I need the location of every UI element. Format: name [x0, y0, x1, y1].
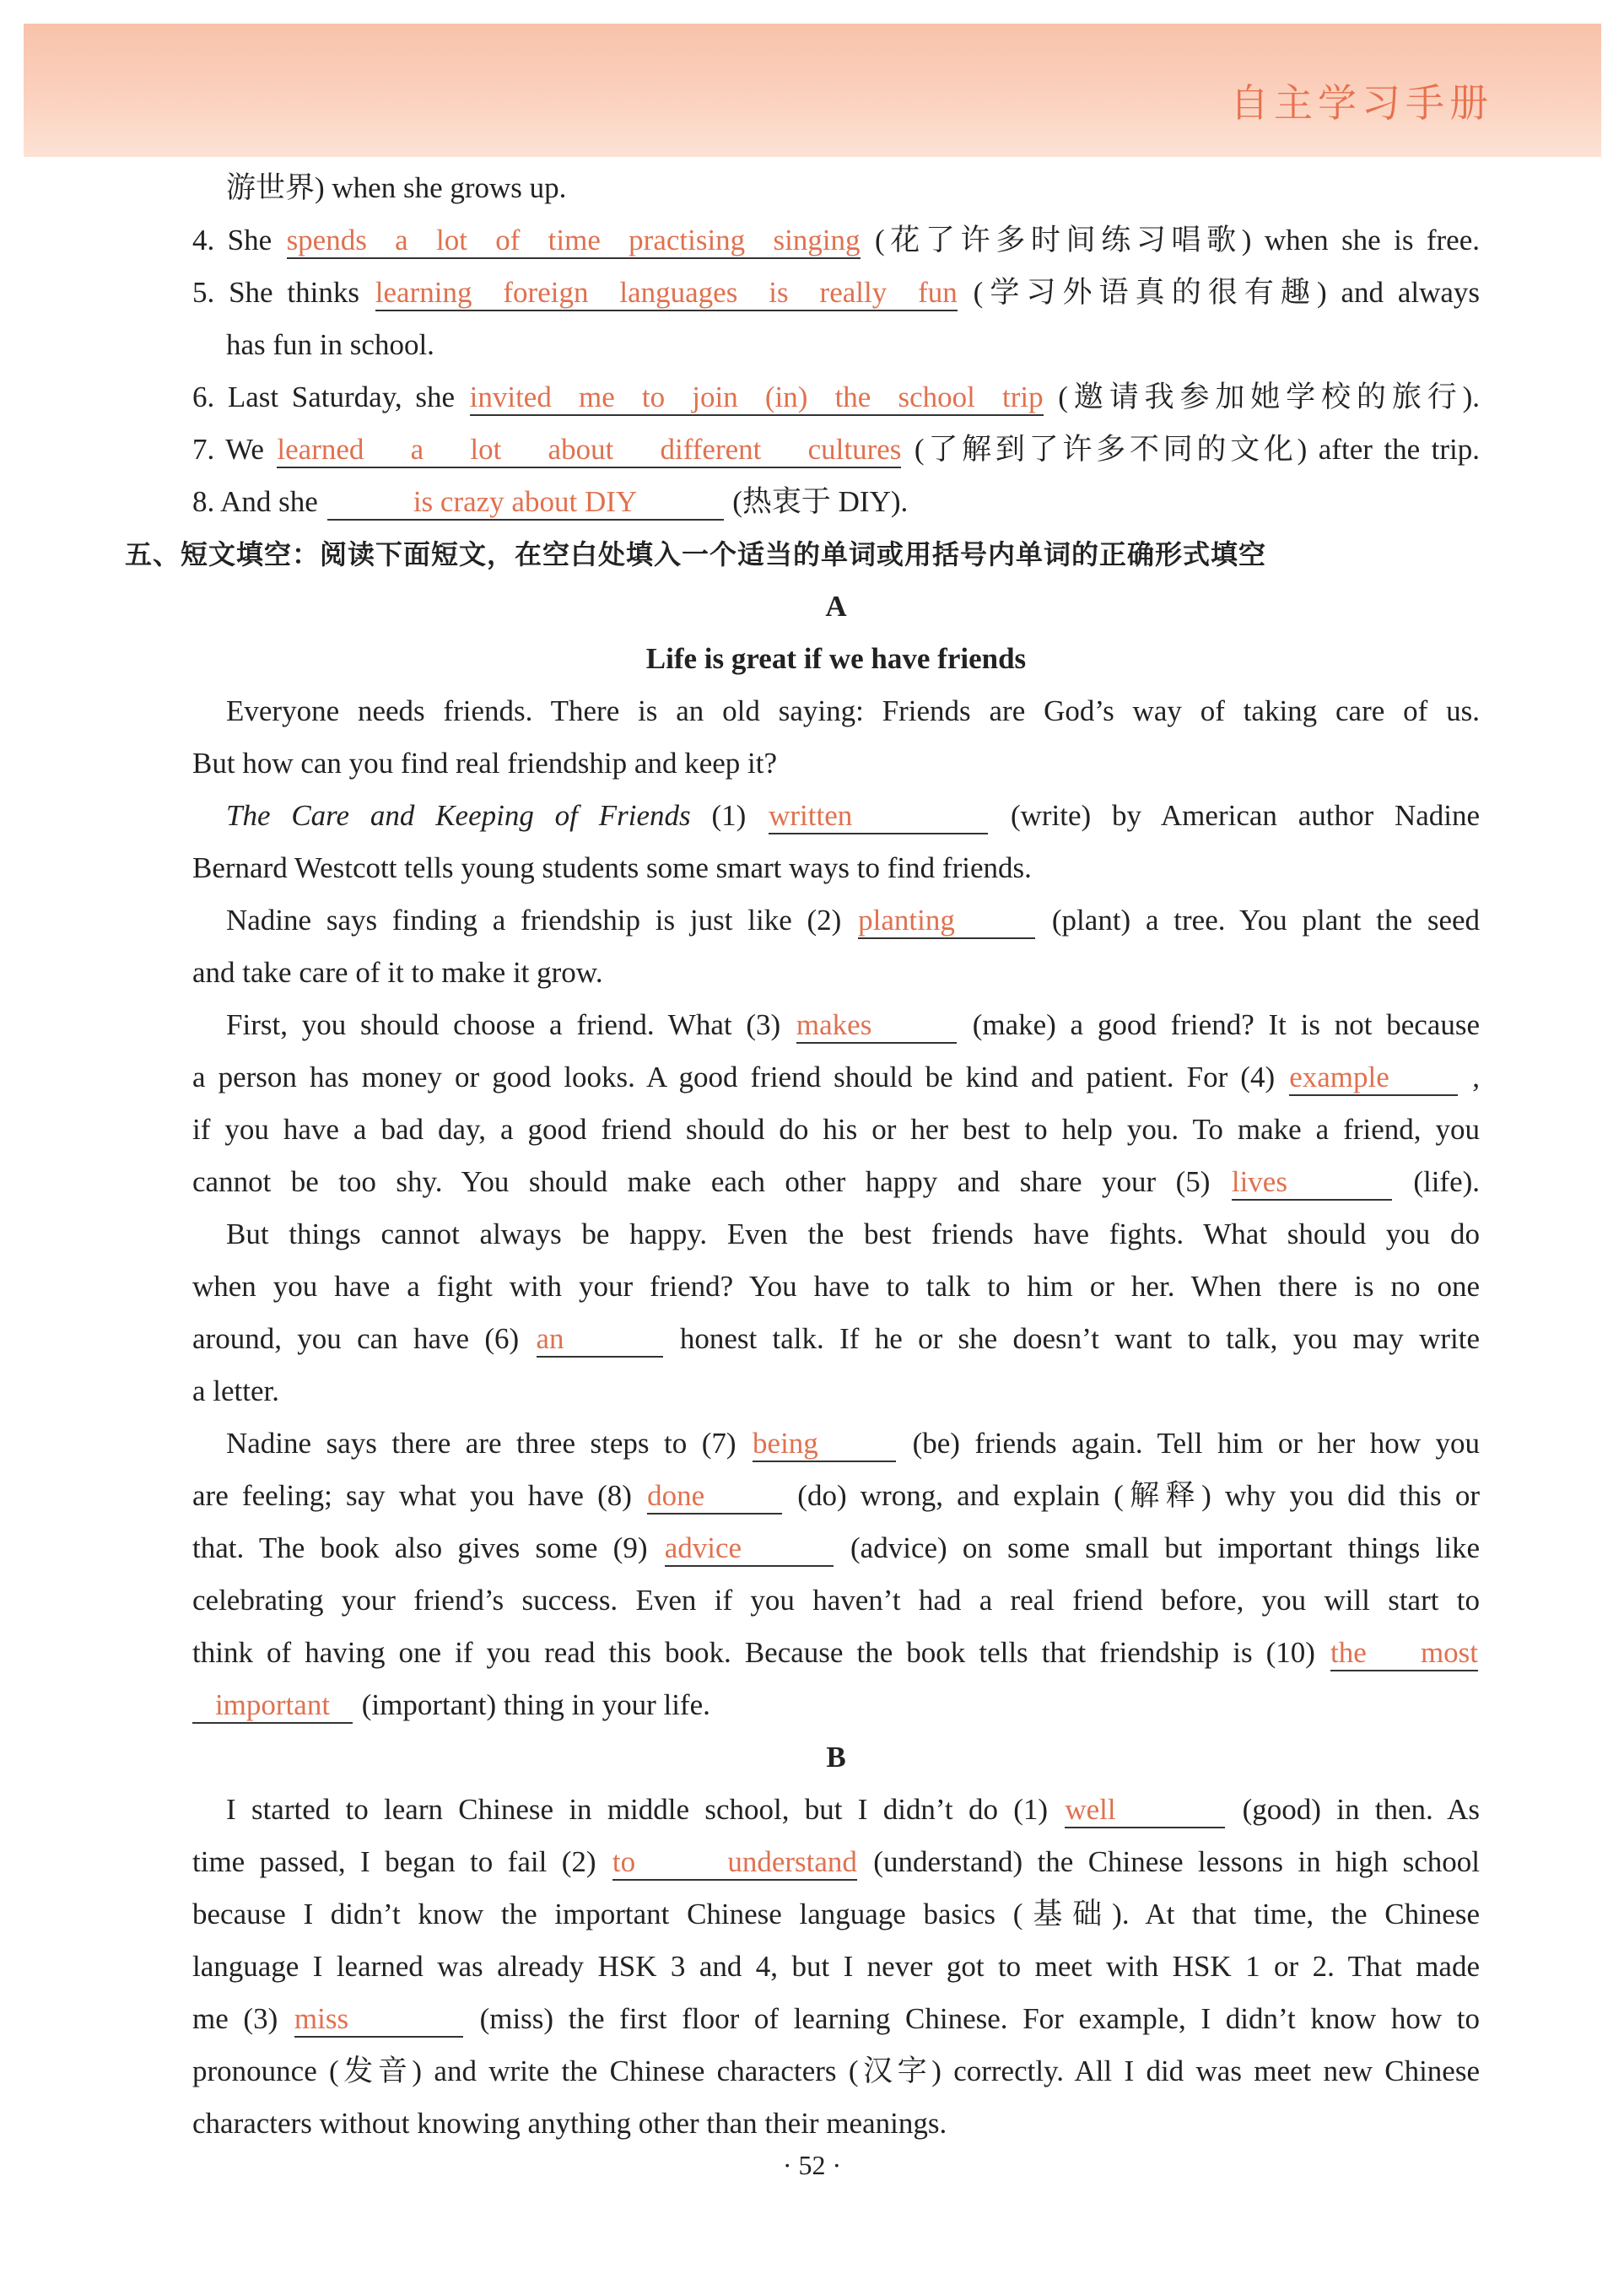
blank-b2[interactable]: to understand	[612, 1845, 857, 1881]
blank-a2[interactable]: planting	[858, 904, 1035, 939]
question-7: 7. We learned a lot about different cultures (了解到了许多不同的文化) after the trip.	[192, 424, 1480, 476]
passage-a-line: Bernard Westcott tells young students some smart ways to find friends.	[192, 851, 1032, 884]
passage-a-line: cannot be too shy. You should make each other happy and share your (5) lives (life).	[192, 1156, 1480, 1208]
header-title: 自主学习手册	[1230, 80, 1493, 126]
passage-a-line: Nadine says finding a friendship is just like (2) planting (plant) a tree. You plant the seed	[192, 894, 1480, 947]
passage-b-line: characters without knowing anything other than their meanings.	[192, 2107, 947, 2140]
passage-b-line: I started to learn Chinese in middle school, but I didn’t do (1) well (good) in then. As	[192, 1784, 1480, 1836]
passage-a-line: that. The book also gives some (9) advice (advice) on some small but important things like	[192, 1522, 1480, 1574]
passage-a-line: around, you can have (6) an honest talk. If he or she doesn’t want to talk, you may write	[192, 1313, 1480, 1365]
question-8: 8. And she is crazy about DIY (热衷于 DIY).	[192, 476, 1480, 528]
blank-a6[interactable]: an	[537, 1322, 663, 1358]
blank-a1[interactable]: written	[769, 799, 988, 834]
passage-b-line: me (3) miss (miss) the first floor of learning Chinese. For example, I didn’t know how to	[192, 1993, 1480, 2045]
passage-a-line: when you have a fight with your friend? You have to talk to him or her. When there is no one	[192, 1270, 1480, 1303]
passage-a-line: But things cannot always be happy. Even the best friends have fights. What should you do	[226, 1218, 1480, 1250]
answer-blank[interactable]: learned a lot about different cultures	[277, 433, 901, 468]
passage-a-line: Nadine says there are three steps to (7) being (be) friends again. Tell him or her how you	[192, 1417, 1480, 1470]
passage-b-line: because I didn’t know the important Chinese language basics (基础). At that time, the Chinese	[192, 1898, 1480, 1930]
answer-blank[interactable]: spends a lot of time practising singing	[287, 224, 861, 259]
blank-a10-cont[interactable]: important	[192, 1688, 353, 1724]
blank-a3[interactable]: makes	[796, 1008, 957, 1044]
passage-a-line: The Care and Keeping of Friends (1) written (write) by American author Nadine	[192, 790, 1480, 842]
blank-a8[interactable]: done	[647, 1479, 782, 1515]
page-content	[125, 162, 1481, 2150]
passage-b-label: B	[826, 1741, 846, 1774]
answer-blank[interactable]: learning foreign languages is really fun	[375, 276, 958, 311]
passage-b-line: pronounce (发音) and write the Chinese characters (汉字) correctly. All I did was meet new Chinese	[192, 2055, 1480, 2087]
blank-b3[interactable]: miss	[294, 2002, 463, 2038]
passage-a-line: Everyone needs friends. There is an old saying: Friends are God’s way of taking care of us.	[226, 694, 1480, 727]
passage-a-line: a letter.	[192, 1374, 280, 1407]
q3-continuation: 游世界) when she grows up.	[226, 171, 567, 204]
question-5-continuation: has fun in school.	[226, 328, 434, 361]
passage-b-line: time passed, I began to fail (2) to understand (understand) the Chinese lessons in high school	[192, 1836, 1480, 1888]
passage-a-line: think of having one if you read this book. Because the book tells that friendship is (10) the most	[192, 1627, 1480, 1679]
question-5: 5. She thinks learning foreign languages is really fun (学习外语真的很有趣) and always	[192, 267, 1480, 319]
passage-a-line: are feeling; say what you have (8) done (do) wrong, and explain (解释) why you did this or	[192, 1470, 1480, 1522]
question-4: 4. She spends a lot of time practising singing (花了许多时间练习唱歌) when she is free.	[192, 214, 1480, 267]
passage-a-title: Life is great if we have friends	[645, 642, 1027, 675]
blank-a7[interactable]: being	[753, 1427, 896, 1462]
answer-blank[interactable]: invited me to join (in) the school trip	[470, 381, 1044, 416]
passage-a-line: celebrating your friend’s success. Even if you haven’t had a real friend before, you will start to	[192, 1584, 1480, 1617]
passage-a-line: and take care of it to make it grow.	[192, 956, 603, 989]
passage-a-line: if you have a bad day, a good friend should do his or her best to help you. To make a friend, you	[192, 1113, 1480, 1146]
question-6: 6. Last Saturday, she invited me to join (in) the school trip (邀请我参加她学校的旅行).	[192, 371, 1480, 424]
passage-a-label: A	[825, 590, 847, 623]
passage-a-line: a person has money or good looks. A good friend should be kind and patient. For (4) example ,	[192, 1051, 1480, 1104]
passage-a-line: First, you should choose a friend. What (3) makes (make) a good friend? It is not because	[192, 999, 1480, 1051]
blank-a9[interactable]: advice	[665, 1531, 834, 1567]
blank-a4[interactable]: example	[1289, 1061, 1458, 1096]
passage-a-line: But how can you find real friendship and keep it?	[192, 747, 777, 780]
blank-a10[interactable]: the most	[1330, 1636, 1478, 1671]
header-banner	[24, 24, 1601, 157]
book-title: The Care and Keeping of Friends	[226, 799, 691, 832]
blank-b1[interactable]: well	[1065, 1793, 1225, 1828]
page-number: · 52 ·	[782, 2150, 842, 2180]
passage-b-line: language I learned was already HSK 3 and 4, but I never got to meet with HSK 1 or 2. That made	[192, 1950, 1480, 1983]
answer-blank[interactable]: is crazy about DIY	[327, 485, 724, 521]
blank-a5[interactable]: lives	[1232, 1165, 1392, 1201]
section-5-heading: 五、短文填空：阅读下面短文，在空白处填入一个适当的单词或用括号内单词的正确形式填空	[125, 538, 1267, 570]
passage-a-line: important (important) thing in your life.	[192, 1679, 1480, 1731]
